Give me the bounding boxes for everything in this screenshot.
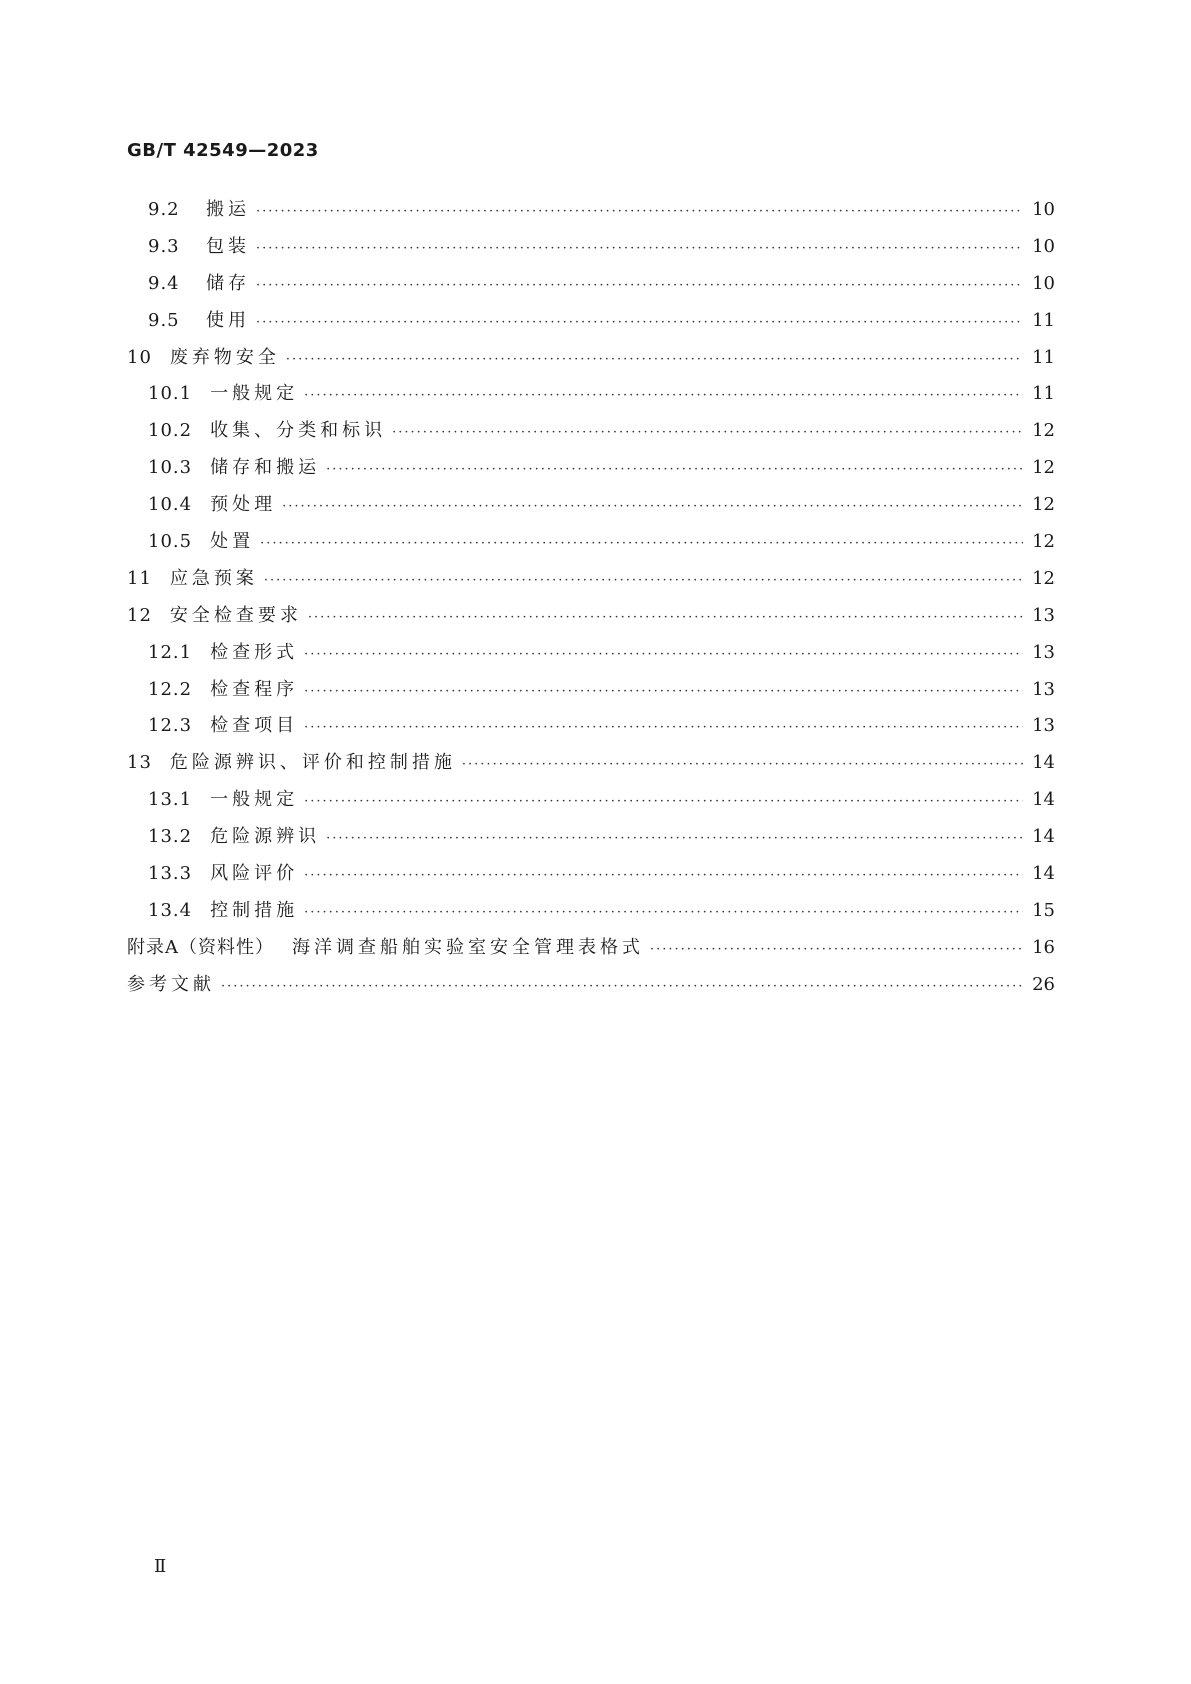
toc-entry-page: 11 <box>1032 309 1055 331</box>
toc-entry-title: 危险源辨识 <box>210 826 321 848</box>
toc-leader-dots <box>260 526 1023 563</box>
toc-entry-title: 危险源辨识、评价和控制措施 <box>169 752 456 774</box>
toc-entry-number: 10.4 <box>148 494 193 516</box>
toc-entry-title: 储存和搬运 <box>210 457 321 479</box>
toc-entry-title: 风险评价 <box>210 863 299 885</box>
toc-leader-dots <box>304 858 1023 895</box>
toc-entry[interactable] <box>127 450 1055 487</box>
toc-leader-dots <box>304 784 1023 821</box>
table-of-contents <box>127 192 1055 1004</box>
toc-entry-title: 参考文献 <box>127 973 215 995</box>
toc-entry-title: 处置 <box>210 531 255 553</box>
toc-entry-title: 收集、分类和标识 <box>210 420 387 442</box>
toc-entry[interactable] <box>127 524 1055 561</box>
toc-entry[interactable] <box>127 376 1055 413</box>
toc-entry-number: 13.3 <box>148 863 193 885</box>
toc-entry-title: 检查项目 <box>210 715 299 737</box>
toc-entry-number: 10.5 <box>148 531 193 553</box>
toc-leader-dots <box>304 378 1023 415</box>
toc-entry[interactable] <box>127 782 1055 819</box>
toc-leader-dots <box>221 969 1023 1006</box>
toc-entry-number: 9.5 <box>148 309 180 331</box>
toc-entry[interactable] <box>127 561 1055 598</box>
page-number: Ⅱ <box>154 1556 167 1577</box>
toc-leader-dots <box>256 231 1023 268</box>
toc-leader-dots <box>256 194 1023 231</box>
toc-entry-title: 一般规定 <box>210 383 299 405</box>
toc-entry-number: 10.2 <box>148 420 193 442</box>
toc-entry-page: 12 <box>1032 531 1055 553</box>
toc-entry-title: 检查程序 <box>210 678 299 700</box>
toc-leader-dots <box>256 268 1023 305</box>
toc-entry-title: 应急预案 <box>169 567 258 589</box>
toc-entry[interactable] <box>127 229 1055 266</box>
toc-entry-page: 16 <box>1032 936 1055 958</box>
toc-leader-dots <box>462 747 1023 784</box>
toc-entry-page: 14 <box>1032 863 1055 885</box>
toc-entry-page: 14 <box>1032 826 1055 848</box>
toc-entry-number: 9.3 <box>148 235 180 257</box>
toc-entry-page: 14 <box>1032 789 1055 811</box>
toc-entry[interactable] <box>127 672 1055 709</box>
toc-entry-title: 海洋调查船舶实验室安全管理表格式 <box>292 936 644 958</box>
toc-entry-number: 11 <box>127 567 152 589</box>
toc-entry-title: 预处理 <box>210 494 277 516</box>
toc-entry-number: 13.1 <box>148 789 193 811</box>
toc-entry[interactable] <box>127 745 1055 782</box>
toc-entry[interactable] <box>127 708 1055 745</box>
toc-leader-dots <box>308 600 1023 637</box>
toc-entry-page: 10 <box>1032 199 1055 220</box>
toc-leader-dots <box>282 489 1023 526</box>
toc-leader-dots <box>326 452 1023 489</box>
toc-entry-page: 13 <box>1032 604 1055 626</box>
standard-code: GB/T 42549—2023 <box>127 140 319 161</box>
toc-entry-page: 11 <box>1032 346 1055 368</box>
toc-entry-number: 10 <box>127 346 152 368</box>
toc-entry-title: 包装 <box>206 235 250 257</box>
toc-entry[interactable] <box>127 819 1055 856</box>
toc-entry-page: 15 <box>1032 899 1055 921</box>
toc-leader-dots <box>304 674 1023 711</box>
toc-entry-number: 12.3 <box>148 715 193 737</box>
toc-entry-number: 12.1 <box>148 641 193 663</box>
toc-entry-page: 13 <box>1032 641 1055 663</box>
toc-entry-page: 12 <box>1032 420 1055 442</box>
toc-entry-number: 10.3 <box>148 457 193 479</box>
toc-entry[interactable] <box>127 598 1055 635</box>
toc-entry[interactable] <box>127 893 1055 930</box>
toc-leader-dots <box>304 895 1023 932</box>
toc-entry[interactable] <box>127 192 1055 229</box>
toc-entry-number: 9.4 <box>148 272 180 294</box>
toc-entry-number: 13 <box>127 752 152 774</box>
toc-entry[interactable] <box>127 303 1055 340</box>
toc-entry[interactable] <box>127 266 1055 303</box>
toc-entry-number: 13.4 <box>148 899 193 921</box>
toc-leader-dots <box>392 415 1023 452</box>
toc-entry-page: 12 <box>1032 494 1055 516</box>
toc-entry-number: 12 <box>127 604 152 626</box>
toc-entry-page: 14 <box>1032 752 1055 774</box>
toc-entry-page: 26 <box>1032 973 1055 995</box>
toc-entry[interactable] <box>127 340 1055 377</box>
toc-entry[interactable] <box>127 967 1055 1004</box>
toc-entry-page: 12 <box>1032 457 1055 479</box>
toc-entry-page: 13 <box>1032 678 1055 700</box>
toc-entry[interactable] <box>127 487 1055 524</box>
toc-entry-page: 10 <box>1032 235 1055 257</box>
toc-leader-dots <box>304 637 1023 674</box>
toc-entry-title: 检查形式 <box>210 641 299 663</box>
toc-entry[interactable] <box>127 413 1055 450</box>
toc-entry-title: 废弃物安全 <box>169 346 280 368</box>
toc-entry-title: 安全检查要求 <box>169 604 302 626</box>
toc-entry-page: 11 <box>1032 383 1055 405</box>
toc-entry-page: 10 <box>1032 272 1055 294</box>
toc-entry-title: 使用 <box>206 309 250 331</box>
toc-entry-page: 12 <box>1032 567 1055 589</box>
toc-entry[interactable] <box>127 635 1055 672</box>
toc-entry[interactable] <box>127 930 1055 967</box>
toc-entry-number: 10.1 <box>148 383 193 405</box>
toc-entry-number: 12.2 <box>148 678 193 700</box>
toc-entry-title: 储存 <box>206 272 250 294</box>
toc-entry-number: 13.2 <box>148 826 193 848</box>
toc-entry[interactable] <box>127 856 1055 893</box>
toc-entry-page: 13 <box>1032 715 1055 737</box>
toc-leader-dots <box>304 710 1023 747</box>
toc-entry-title: 一般规定 <box>210 789 299 811</box>
toc-entry-number: 9.2 <box>148 199 180 220</box>
toc-leader-dots <box>264 563 1023 600</box>
toc-leader-dots <box>256 305 1023 342</box>
toc-leader-dots <box>286 342 1023 379</box>
toc-entry-number: 附录A（资料性） <box>127 936 274 958</box>
toc-entry-title: 搬运 <box>206 199 250 220</box>
toc-leader-dots <box>650 932 1023 969</box>
toc-entry-title: 控制措施 <box>210 899 299 921</box>
toc-leader-dots <box>326 821 1023 858</box>
